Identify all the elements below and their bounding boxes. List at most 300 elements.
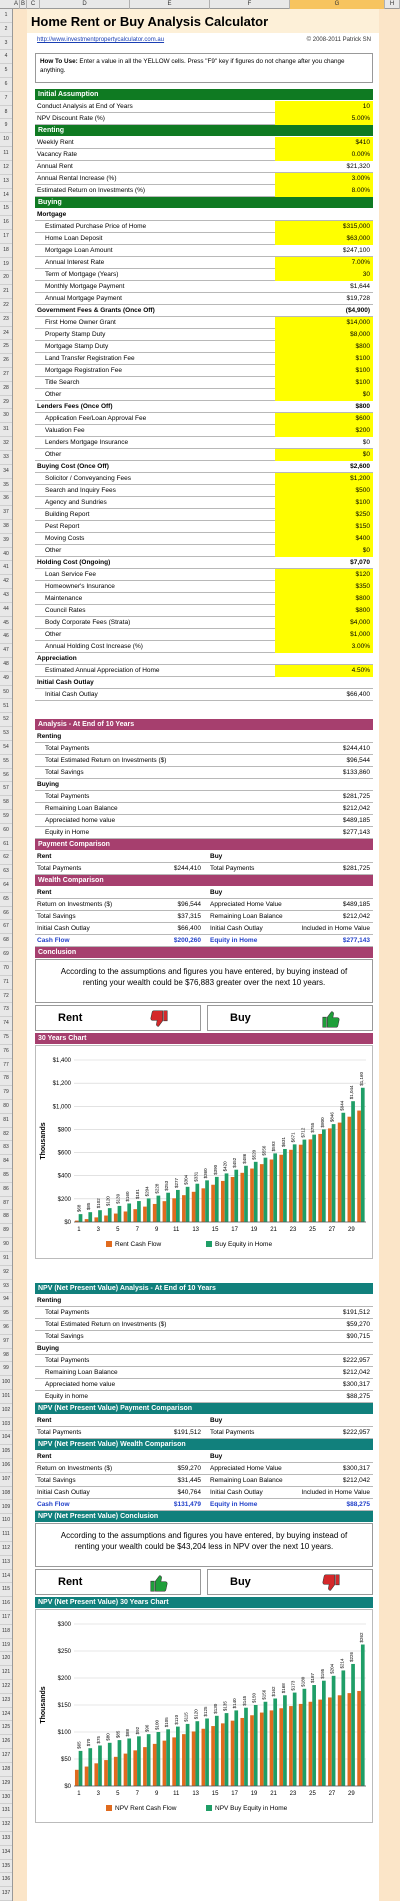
row-header[interactable]: 59 <box>0 810 12 824</box>
input-cell[interactable]: 0.00% <box>275 149 373 161</box>
row-header[interactable]: 50 <box>0 686 12 700</box>
input-cell[interactable]: 3.00% <box>275 173 373 185</box>
data-label: $712 <box>300 1127 306 1138</box>
rent-bar <box>250 1715 254 1786</box>
row-label: Mortgage Loan Amount <box>45 247 113 254</box>
row-header[interactable]: 62 <box>0 851 12 865</box>
row-header[interactable]: 2 <box>0 23 12 37</box>
input-cell[interactable]: 7.00% <box>275 257 373 269</box>
row-header[interactable]: 135 <box>0 1860 12 1874</box>
input-cell[interactable]: $4,000 <box>275 617 373 629</box>
x-tick-label: 1 <box>77 1227 81 1233</box>
row-header[interactable]: 112 <box>0 1542 12 1556</box>
input-cell[interactable]: $120 <box>275 569 373 581</box>
row-header[interactable]: 83 <box>0 1141 12 1155</box>
row-header[interactable]: 21 <box>0 285 12 299</box>
value-cell: $300,317 <box>342 1381 370 1388</box>
data-label: $304 <box>183 1174 189 1185</box>
value-cell: $247,100 <box>342 247 370 254</box>
section-header-npv-conclusion: NPV (Net Present Value) Conclusion <box>35 1511 373 1522</box>
column-header-e[interactable]: E <box>130 0 210 9</box>
rent-bar <box>250 1169 254 1222</box>
input-cell[interactable]: 8.00% <box>275 185 373 197</box>
row-header[interactable]: 53 <box>0 727 12 741</box>
row-header[interactable]: 68 <box>0 934 12 948</box>
row-header[interactable]: 111 <box>0 1528 12 1542</box>
row-header[interactable]: 92 <box>0 1266 12 1280</box>
rent-bar <box>279 1155 283 1222</box>
buy-bar <box>293 1144 297 1222</box>
row-header[interactable]: 17 <box>0 230 12 244</box>
row-header[interactable]: 129 <box>0 1777 12 1791</box>
buy-heading: Buy <box>210 1453 223 1460</box>
npv-conclusion-text: According to the assumptions and figures you have entered, by buying instead of renting your wealth could be $43,204 less in NPV over the next 10 years. <box>35 1523 373 1567</box>
row-header[interactable]: 20 <box>0 271 12 285</box>
row-header[interactable]: 6 <box>0 78 12 92</box>
row-header[interactable]: 4 <box>0 50 12 64</box>
data-label: $556 <box>261 1145 267 1156</box>
row-header[interactable]: 75 <box>0 1031 12 1045</box>
input-cell[interactable]: $100 <box>275 377 373 389</box>
row-header[interactable]: 13 <box>0 175 12 189</box>
value-cell: $277,143 <box>342 829 370 836</box>
row-header[interactable]: 55 <box>0 755 12 769</box>
row-header[interactable]: 25 <box>0 340 12 354</box>
rent-bar <box>192 1731 196 1786</box>
buy-bar <box>332 1124 336 1222</box>
row-header[interactable]: 77 <box>0 1059 12 1073</box>
row-header[interactable]: 87 <box>0 1197 12 1211</box>
row-header[interactable]: 105 <box>0 1445 12 1459</box>
table-row <box>35 149 373 161</box>
row-header[interactable]: 38 <box>0 520 12 534</box>
rent-bar <box>357 1111 361 1222</box>
row-header[interactable]: 123 <box>0 1694 12 1708</box>
row-header[interactable]: 7 <box>0 92 12 106</box>
rent-bar <box>153 1744 157 1786</box>
legend-label: NPV Buy Equity in Home <box>215 1805 288 1812</box>
x-tick-label: 13 <box>192 1791 200 1797</box>
input-cell[interactable]: $315,000 <box>275 221 373 233</box>
data-label: $140 <box>232 1698 238 1709</box>
verdict-row <box>35 1005 373 1031</box>
chart-svg <box>36 1046 374 1260</box>
row-header[interactable]: 103 <box>0 1418 12 1432</box>
data-label: $120 <box>193 1709 199 1720</box>
row-header[interactable]: 12 <box>0 161 12 175</box>
row-header[interactable]: 96 <box>0 1321 12 1335</box>
row-header[interactable]: 119 <box>0 1639 12 1653</box>
input-cell[interactable]: $250 <box>275 509 373 521</box>
column-header-b[interactable]: B <box>20 1 25 7</box>
row-header[interactable]: 121 <box>0 1666 12 1680</box>
row-header[interactable]: 23 <box>0 313 12 327</box>
buy-bar <box>215 1716 219 1786</box>
row-header[interactable]: 64 <box>0 879 12 893</box>
input-cell[interactable]: $500 <box>275 485 373 497</box>
data-label: $262 <box>358 1632 364 1643</box>
row-label: Total Payments <box>45 1357 90 1364</box>
row-header[interactable]: 98 <box>0 1349 12 1363</box>
row-header[interactable]: 52 <box>0 713 12 727</box>
row-header[interactable]: 65 <box>0 893 12 907</box>
row-header[interactable]: 79 <box>0 1086 12 1100</box>
row-header[interactable]: 74 <box>0 1017 12 1031</box>
input-cell[interactable]: $600 <box>275 413 373 425</box>
row-header[interactable]: 36 <box>0 492 12 506</box>
row-label: Buying <box>37 1345 60 1352</box>
row-header[interactable]: 42 <box>0 575 12 589</box>
value-cell: $66,400 <box>346 691 370 698</box>
input-cell[interactable]: $350 <box>275 581 373 593</box>
row-header[interactable]: 85 <box>0 1169 12 1183</box>
data-label: $160 <box>125 1191 131 1202</box>
rent-bar <box>94 1217 98 1222</box>
row-header[interactable]: 58 <box>0 796 12 810</box>
row-label: Total Estimated Return on Investments ($) <box>45 1321 167 1328</box>
column-header-a[interactable]: A <box>13 1 18 7</box>
row-header[interactable]: 43 <box>0 589 12 603</box>
row-header[interactable]: 51 <box>0 700 12 714</box>
row-header[interactable]: 67 <box>0 920 12 934</box>
row-header[interactable]: 19 <box>0 258 12 272</box>
x-tick-label: 23 <box>289 1227 297 1233</box>
buy-bar <box>225 1173 229 1222</box>
row-header[interactable]: 110 <box>0 1514 12 1528</box>
input-cell[interactable]: $8,000 <box>275 329 373 341</box>
row-label: Renting <box>37 1297 62 1304</box>
section-header-npv-chart: NPV (Net Present Value) 30 Years Chart <box>35 1597 373 1608</box>
input-cell[interactable]: $100 <box>275 365 373 377</box>
y-tick-label: $200 <box>57 1676 71 1682</box>
row-header[interactable]: 9 <box>0 119 12 133</box>
buy-bar <box>283 1149 287 1222</box>
comparison-row <box>35 935 373 947</box>
row-header[interactable]: 14 <box>0 189 12 203</box>
x-tick-label: 3 <box>96 1791 101 1797</box>
row-label: Title Search <box>45 379 80 386</box>
row-header[interactable]: 49 <box>0 672 12 686</box>
row-header[interactable]: 37 <box>0 506 12 520</box>
row-header[interactable]: 81 <box>0 1114 12 1128</box>
input-cell[interactable]: $800 <box>275 605 373 617</box>
row-label: Estimated Return on Investments (%) <box>37 187 146 194</box>
section-header-payment-comparison: Payment Comparison <box>35 839 373 850</box>
input-cell[interactable]: $0 <box>275 389 373 401</box>
table-row <box>35 1367 373 1379</box>
input-cell[interactable]: $410 <box>275 137 373 149</box>
row-header[interactable]: 124 <box>0 1708 12 1722</box>
row-header[interactable]: 10 <box>0 133 12 147</box>
row-header[interactable]: 88 <box>0 1210 12 1224</box>
row-label: Appreciation <box>37 655 77 662</box>
y-tick-label: $300 <box>57 1622 71 1628</box>
data-label: $228 <box>154 1183 160 1194</box>
row-header[interactable]: 76 <box>0 1045 12 1059</box>
row-header[interactable]: 89 <box>0 1224 12 1238</box>
row-header[interactable]: 72 <box>0 990 12 1004</box>
row-header[interactable]: 106 <box>0 1459 12 1473</box>
cell: $40,764 <box>177 1489 201 1496</box>
table-row <box>35 353 373 365</box>
buy-bar <box>215 1177 219 1222</box>
row-header[interactable]: 100 <box>0 1376 12 1390</box>
row-header[interactable]: 95 <box>0 1307 12 1321</box>
row-label: Government Fees & Grants (Once Off) <box>37 307 155 314</box>
input-cell[interactable]: $100 <box>275 353 373 365</box>
row-header[interactable]: 8 <box>0 106 12 120</box>
row-header[interactable]: 61 <box>0 838 12 852</box>
row-header[interactable]: 125 <box>0 1721 12 1735</box>
row-label: Search and Inquiry Fees <box>45 487 116 494</box>
row-header[interactable]: 132 <box>0 1818 12 1832</box>
row-header[interactable]: 47 <box>0 644 12 658</box>
row-header[interactable]: 126 <box>0 1735 12 1749</box>
column-header-d[interactable]: D <box>40 0 130 9</box>
spreadsheet-area <box>13 9 400 1901</box>
row-header[interactable]: 108 <box>0 1487 12 1501</box>
value-cell: $59,270 <box>346 1321 370 1328</box>
x-tick-label: 9 <box>155 1791 159 1797</box>
buy-bar <box>234 1710 238 1786</box>
website-link[interactable]: http://www.investmentpropertycalculator.com.au <box>37 37 165 43</box>
row-header[interactable]: 46 <box>0 630 12 644</box>
row-header[interactable]: 73 <box>0 1003 12 1017</box>
row-header[interactable]: 122 <box>0 1680 12 1694</box>
input-cell[interactable]: $150 <box>275 521 373 533</box>
row-header[interactable]: 30 <box>0 409 12 423</box>
rent-bar <box>318 1134 322 1222</box>
row-header[interactable]: 33 <box>0 451 12 465</box>
rent-heading: Rent <box>37 889 52 896</box>
input-cell[interactable]: $100 <box>275 497 373 509</box>
input-cell[interactable]: $400 <box>275 533 373 545</box>
row-header[interactable]: 66 <box>0 907 12 921</box>
row-header[interactable]: 80 <box>0 1100 12 1114</box>
row-header[interactable]: 117 <box>0 1611 12 1625</box>
row-header[interactable]: 120 <box>0 1652 12 1666</box>
x-tick-label: 29 <box>348 1227 355 1233</box>
buy-bar <box>88 1748 92 1786</box>
row-label: Other <box>45 451 62 458</box>
row-header[interactable]: 35 <box>0 479 12 493</box>
input-cell[interactable]: 3.00% <box>275 641 373 653</box>
data-label: $520 <box>251 1149 257 1160</box>
row-header[interactable]: 26 <box>0 354 12 368</box>
comparison-row <box>35 887 373 899</box>
y-tick-label: $0 <box>64 1784 71 1790</box>
row-header[interactable]: 115 <box>0 1583 12 1597</box>
row-header[interactable]: 91 <box>0 1252 12 1266</box>
row-header[interactable]: 118 <box>0 1625 12 1639</box>
data-label: $85 <box>115 1730 121 1739</box>
cell: $277,143 <box>342 937 370 944</box>
input-cell[interactable]: $14,000 <box>275 317 373 329</box>
comparison-row <box>35 863 373 875</box>
row-header[interactable]: 54 <box>0 741 12 755</box>
input-cell[interactable]: $800 <box>275 593 373 605</box>
row-label: First Home Owner Grant <box>45 319 116 326</box>
row-header[interactable]: 11 <box>0 147 12 161</box>
row-header[interactable]: 39 <box>0 534 12 548</box>
input-cell[interactable]: 10 <box>275 101 373 113</box>
row-header[interactable]: 109 <box>0 1501 12 1515</box>
rent-bar <box>133 1750 137 1786</box>
row-header[interactable]: 1 <box>0 9 12 23</box>
table-row <box>35 1391 373 1403</box>
row-header[interactable]: 70 <box>0 962 12 976</box>
input-cell[interactable]: 4.50% <box>275 665 373 677</box>
npv-rent-vs-buy-chart <box>35 1609 373 1823</box>
row-header[interactable]: 101 <box>0 1390 12 1404</box>
row-header[interactable]: 113 <box>0 1556 12 1570</box>
legend-label: Buy Equity in Home <box>215 1241 273 1248</box>
input-cell[interactable]: $0 <box>275 449 373 461</box>
row-header[interactable]: 84 <box>0 1155 12 1169</box>
row-label: Mortgage Stamp Duty <box>45 343 109 350</box>
row-header[interactable]: 48 <box>0 658 12 672</box>
buy-bar <box>234 1170 238 1222</box>
table-row <box>35 281 373 293</box>
buy-bar <box>186 1724 190 1786</box>
row-header[interactable]: 28 <box>0 382 12 396</box>
row-header[interactable]: 5 <box>0 64 12 78</box>
y-tick-label: $1,000 <box>52 1104 71 1111</box>
row-header[interactable]: 18 <box>0 244 12 258</box>
data-label: $195 <box>319 1668 325 1679</box>
buy-bar <box>244 1708 248 1786</box>
data-label: $92 <box>134 1726 140 1735</box>
row-header[interactable]: 114 <box>0 1570 12 1584</box>
section-header-wealth-comparison: Wealth Comparison <box>35 875 373 886</box>
row-header[interactable]: 32 <box>0 437 12 451</box>
section-header-renting: Renting <box>35 125 373 136</box>
input-cell[interactable]: $1,000 <box>275 629 373 641</box>
row-header[interactable]: 78 <box>0 1072 12 1086</box>
column-header-f[interactable]: F <box>210 0 290 9</box>
row-header[interactable]: 134 <box>0 1846 12 1860</box>
column-header-g[interactable]: G <box>290 0 385 9</box>
row-header[interactable]: 24 <box>0 327 12 341</box>
table-row <box>35 827 373 839</box>
data-label: $944 <box>339 1100 345 1111</box>
row-label: Conduct Analysis at End of Years <box>37 103 133 110</box>
row-header[interactable]: 82 <box>0 1128 12 1142</box>
input-cell[interactable]: $63,000 <box>275 233 373 245</box>
row-header[interactable]: 22 <box>0 299 12 313</box>
value-cell: $7,070 <box>350 559 370 566</box>
row-header[interactable]: 3 <box>0 37 12 51</box>
row-header[interactable]: 131 <box>0 1804 12 1818</box>
row-header[interactable]: 31 <box>0 423 12 437</box>
table-row <box>35 533 373 545</box>
rent-bar <box>211 1185 215 1222</box>
row-header[interactable]: 60 <box>0 824 12 838</box>
subsection-renting <box>35 1295 373 1307</box>
table-row <box>35 221 373 233</box>
row-header[interactable]: 102 <box>0 1404 12 1418</box>
row-label: Total Estimated Return on Investments ($) <box>45 757 167 764</box>
value-cell: $2,600 <box>350 463 370 470</box>
row-header[interactable]: 44 <box>0 603 12 617</box>
subsection-buying <box>35 1343 373 1355</box>
row-header[interactable]: 63 <box>0 865 12 879</box>
comparison-row <box>35 923 373 935</box>
buy-verdict <box>207 1569 373 1595</box>
input-cell[interactable]: $1,200 <box>275 473 373 485</box>
row-header[interactable]: 56 <box>0 769 12 783</box>
row-header[interactable]: 29 <box>0 396 12 410</box>
subsection-mortgage <box>35 209 373 221</box>
buy-bar <box>98 1210 102 1222</box>
row-header[interactable]: 57 <box>0 782 12 796</box>
subsection-lender <box>35 401 373 413</box>
y-tick-label: $0 <box>64 1220 71 1226</box>
row-header[interactable]: 16 <box>0 216 12 230</box>
row-header[interactable]: 34 <box>0 465 12 479</box>
row-header[interactable]: 90 <box>0 1238 12 1252</box>
row-label: Loan Service Fee <box>45 571 96 578</box>
column-header-bar <box>0 0 400 9</box>
row-header[interactable]: 93 <box>0 1280 12 1294</box>
row-header[interactable]: 45 <box>0 617 12 631</box>
buy-bar <box>88 1212 92 1222</box>
row-header[interactable]: 41 <box>0 561 12 575</box>
input-cell[interactable]: $200 <box>275 425 373 437</box>
row-header[interactable]: 99 <box>0 1362 12 1376</box>
row-header[interactable]: 107 <box>0 1473 12 1487</box>
data-label: $1,044 <box>349 1085 355 1100</box>
y-tick-label: $1,200 <box>52 1081 71 1088</box>
row-header[interactable]: 127 <box>0 1749 12 1763</box>
row-header[interactable]: 116 <box>0 1597 12 1611</box>
rent-bar <box>211 1726 215 1786</box>
section-header-npv-analysis: NPV (Net Present Value) Analysis - At End of 10 Years <box>35 1283 373 1294</box>
buy-bar <box>147 1734 151 1786</box>
row-header[interactable]: 130 <box>0 1791 12 1805</box>
row-header[interactable]: 128 <box>0 1763 12 1777</box>
row-header[interactable]: 15 <box>0 202 12 216</box>
row-header[interactable]: 137 <box>0 1887 12 1901</box>
rent-bar <box>94 1763 98 1786</box>
row-header[interactable]: 136 <box>0 1873 12 1887</box>
column-header-c[interactable]: C <box>27 0 40 9</box>
rent-bar <box>104 1760 108 1786</box>
row-header[interactable]: 27 <box>0 368 12 382</box>
data-label: $180 <box>300 1676 306 1687</box>
subsection-holding <box>35 557 373 569</box>
subsection-buying-cost <box>35 461 373 473</box>
input-cell[interactable]: 5.00% <box>275 113 373 125</box>
x-tick-label: 5 <box>116 1791 120 1797</box>
row-header[interactable]: 97 <box>0 1335 12 1349</box>
row-header[interactable]: 69 <box>0 948 12 962</box>
input-cell[interactable]: $0 <box>275 545 373 557</box>
row-header[interactable]: 86 <box>0 1183 12 1197</box>
input-cell[interactable]: 30 <box>275 269 373 281</box>
buy-bar <box>79 1751 83 1786</box>
row-header[interactable]: 104 <box>0 1431 12 1445</box>
column-header-h[interactable]: H <box>385 0 400 9</box>
row-header[interactable]: 40 <box>0 548 12 562</box>
row-header[interactable]: 71 <box>0 976 12 990</box>
row-header[interactable]: 94 <box>0 1293 12 1307</box>
rent-bar <box>231 1721 235 1786</box>
table-row <box>35 641 373 653</box>
input-cell[interactable]: $800 <box>275 341 373 353</box>
row-header[interactable]: 133 <box>0 1832 12 1846</box>
buy-bar <box>98 1746 102 1787</box>
